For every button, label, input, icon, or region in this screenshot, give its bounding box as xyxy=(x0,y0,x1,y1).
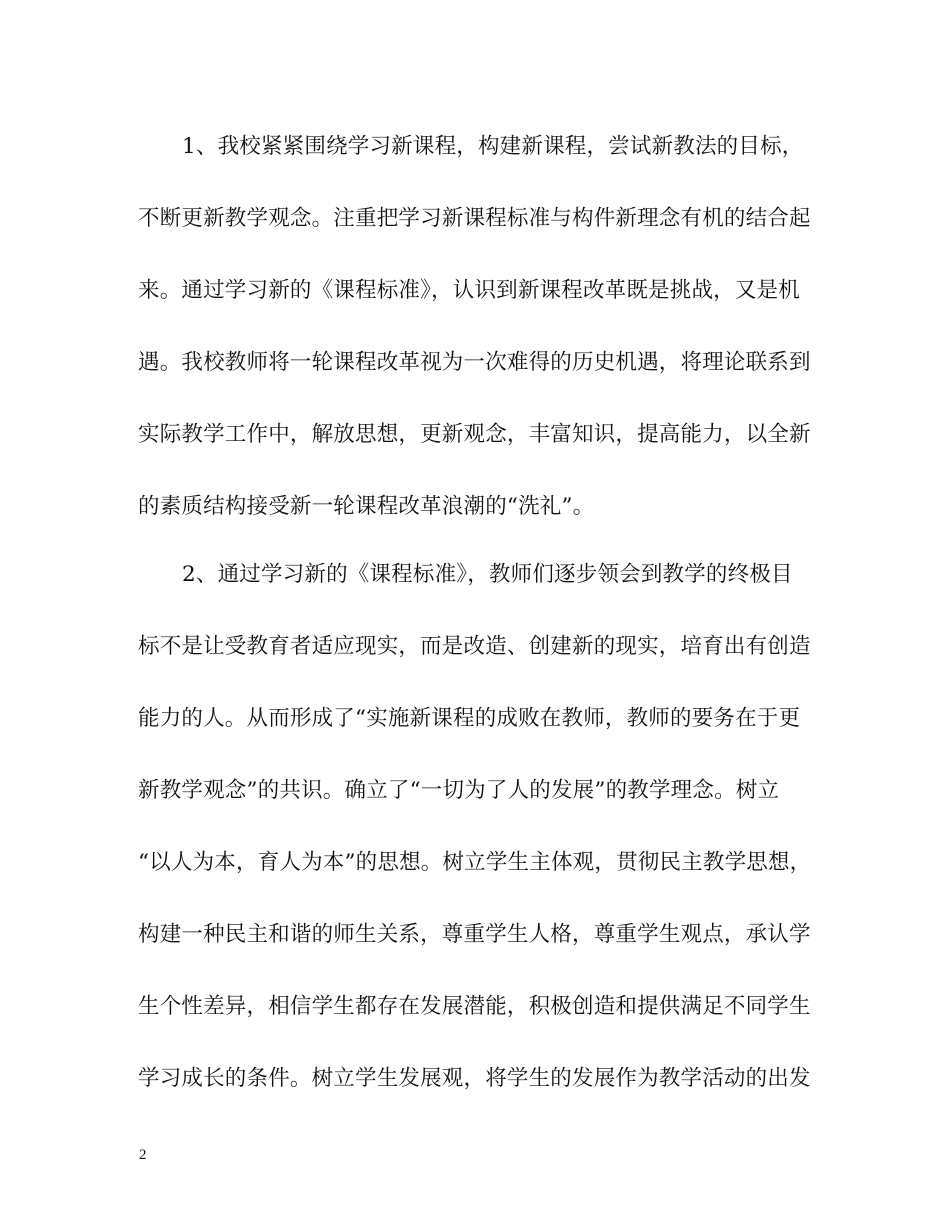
paragraph-1-line-4: 遇。我校教师将一轮课程改革视为一次难得的历史机遇，将理论联系到 xyxy=(138,350,811,375)
paragraph-1-line-1: 1、我校紧紧围绕学习新课程，构建新课程，尝试新教法的目标， xyxy=(182,134,804,159)
paragraph-1-line-6: 的素质结构接受新一轮课程改革浪潮的“洗礼”。 xyxy=(138,494,595,519)
paragraph-2-line-5: “以人为本，育人为本”的思想。树立学生主体观，贯彻民主教学思想， xyxy=(138,850,812,875)
paragraph-2-line-8: 学习成长的条件。树立学生发展观，将学生的发展作为教学活动的出发 xyxy=(138,1066,811,1091)
paragraph-1-line-3: 来。通过学习新的《课程标准》，认识到新课程改革既是挑战，又是机 xyxy=(138,278,800,303)
paragraph-2-line-7: 生个性差异，相信学生都存在发展潜能，积极创造和提供满足不同学生 xyxy=(138,994,811,1019)
paragraph-2-line-1: 2、通过学习新的《课程标准》，教师们逐步领会到教学的终极目 xyxy=(182,562,793,587)
page-number: 2 xyxy=(139,1147,147,1163)
paragraph-2-line-3: 能力的人。从而形成了“实施新课程的成败在教师，教师的要务在于更 xyxy=(138,706,801,731)
paragraph-1-line-2: 不断更新教学观念。注重把学习新课程标准与构件新理念有机的结合起 xyxy=(138,206,811,231)
paragraph-1-line-5: 实际教学工作中，解放思想，更新观念，丰富知识，提高能力，以全新 xyxy=(138,422,811,447)
paragraph-2-line-4: 新教学观念”的共识。确立了“一切为了人的发展”的教学理念。树立 xyxy=(138,778,780,803)
paragraph-2-line-2: 标不是让受教育者适应现实，而是改造、创建新的现实，培育出有创造 xyxy=(138,634,811,659)
paragraph-2-line-6: 构建一种民主和谐的师生关系，尊重学生人格，尊重学生观点，承认学 xyxy=(138,922,811,947)
